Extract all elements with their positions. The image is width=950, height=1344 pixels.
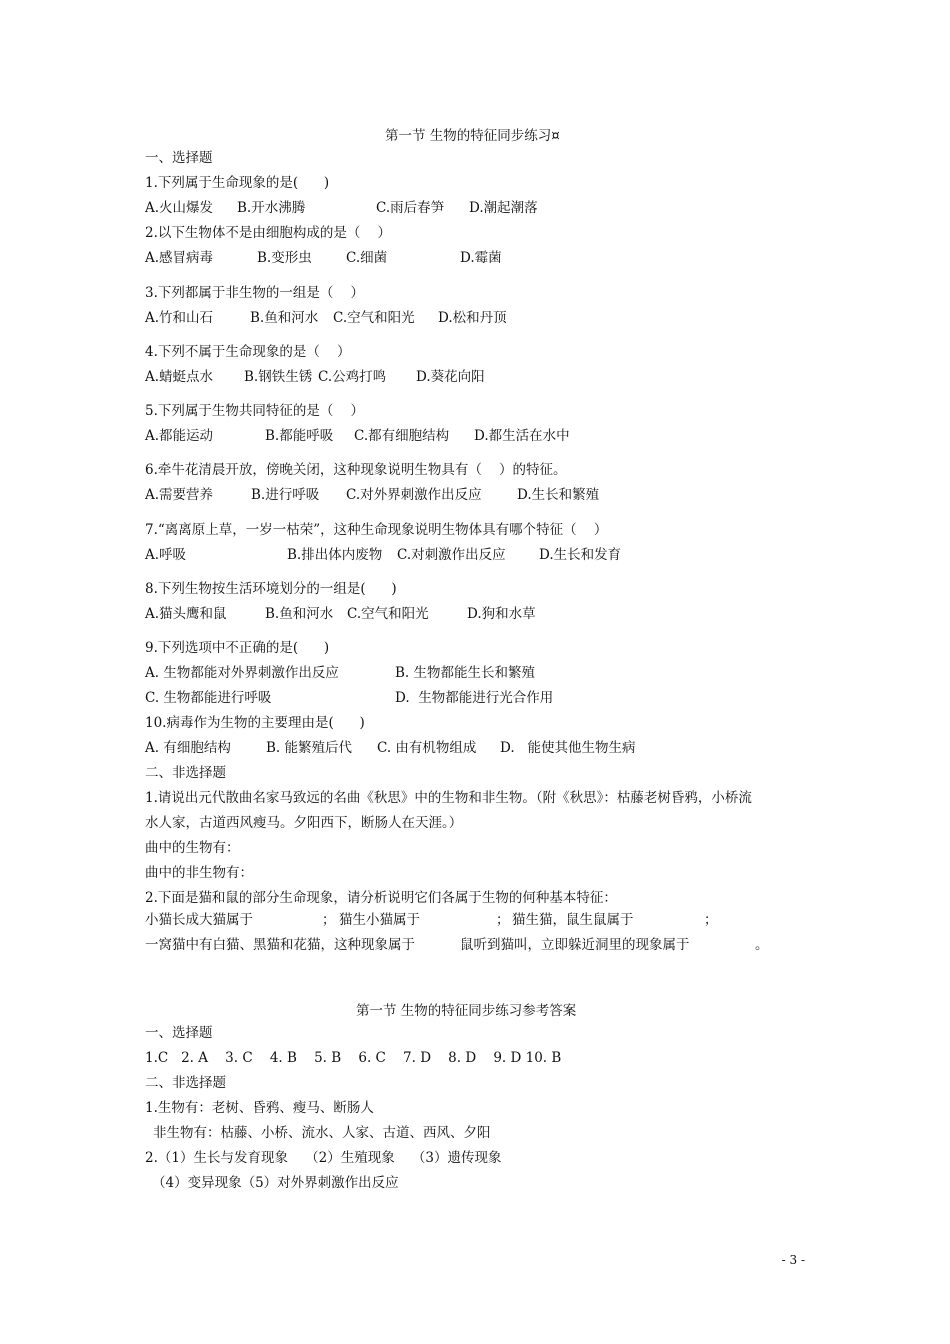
q9-option-a: A. 生物都能对外界刺激作出反应 xyxy=(145,665,339,681)
problem-1-line-1: 1.请说出元代散曲名家马致远的名曲《秋思》中的生物和非生物。（附《秋思》：枯藤老树昏鸦，小桥流 xyxy=(145,790,752,806)
q5-option-a: A.都能运动 xyxy=(145,428,214,444)
q7-option-c: C.对刺激作出反应 xyxy=(397,547,506,563)
question-8: 8.下列生物按生活环境划分的一组是( ) xyxy=(145,581,397,597)
q6-option-b: B.进行呼吸 xyxy=(251,487,320,503)
q1-option-b: B.开水沸腾 xyxy=(237,200,306,216)
question-3: 3.下列都属于非生物的一组是（ ） xyxy=(145,285,365,301)
question-10: 10.病毒作为生物的主要理由是( ) xyxy=(145,715,365,731)
section-heading-choice: 一、选择题 xyxy=(145,150,213,166)
q1-option-d: D.潮起潮落 xyxy=(469,200,538,216)
q4-option-d: D.葵花向阳 xyxy=(416,369,485,385)
question-4: 4.下列不属于生命现象的是（ ） xyxy=(145,344,351,360)
q10-option-c: C. 由有机物组成 xyxy=(377,740,477,756)
q4-option-a: A.蜻蜓点水 xyxy=(145,369,214,385)
answer-2-line-1: 2.（1）生长与发育现象 （2）生殖现象 （3）遗传现象 xyxy=(145,1150,502,1166)
question-2: 2.以下生物体不是由细胞构成的是（ ） xyxy=(145,225,392,241)
q2-option-c: C.细菌 xyxy=(346,250,388,266)
q8-option-a: A.猫头鹰和鼠 xyxy=(145,606,227,622)
problem-2-blank-a-end: ； xyxy=(322,912,336,928)
section-heading-nonchoice: 二、非选择题 xyxy=(145,765,226,781)
page-title: 第一节 生物的特征同步练习¤ xyxy=(385,128,560,144)
answers-section-nonchoice: 二、非选择题 xyxy=(145,1075,226,1091)
problem-1-nonliving-prompt: 曲中的非生物有： xyxy=(145,865,253,881)
question-5: 5.下列属于生物共同特征的是（ ） xyxy=(145,403,365,419)
problem-1-line-2: 水人家，古道西风瘦马。夕阳西下，断肠人在天涯。） xyxy=(145,815,463,831)
q5-option-c: C.都有细胞结构 xyxy=(354,428,450,444)
problem-2-blank-e-end: 。 xyxy=(755,937,769,953)
problem-2-blank-e-label: 鼠听到猫叫，立即躲近洞里的现象属于 xyxy=(460,937,690,953)
answers-title: 第一节 生物的特征同步练习参考答案 xyxy=(356,1003,577,1019)
q6-option-a: A.需要营养 xyxy=(145,487,214,503)
answer-1-nonliving: 非生物有：枯藤、小桥、流水、人家、古道、西风、夕阳 xyxy=(153,1125,491,1141)
q4-option-b: B.钢铁生锈 xyxy=(244,369,313,385)
q8-option-c: C.空气和阳光 xyxy=(347,606,429,622)
q2-option-d: D.霉菌 xyxy=(460,250,502,266)
q9-option-c: C. 生物都能进行呼吸 xyxy=(145,690,272,706)
q10-option-d: D. 能使其他生物生病 xyxy=(500,740,636,756)
q3-option-a: A.竹和山石 xyxy=(145,310,214,326)
q9-option-d: D. 生物都能进行光合作用 xyxy=(395,690,554,706)
question-1: 1.下列属于生命现象的是( ) xyxy=(145,175,330,191)
q6-option-d: D.生长和繁殖 xyxy=(517,487,600,503)
q9-option-b: B. 生物都能生长和繁殖 xyxy=(395,665,536,681)
problem-1-living-prompt: 曲中的生物有： xyxy=(145,840,240,856)
q3-option-b: B.鱼和河水 xyxy=(250,310,319,326)
q2-option-b: B.变形虫 xyxy=(257,250,312,266)
q8-option-d: D.狗和水草 xyxy=(467,606,536,622)
q7-option-a: A.呼吸 xyxy=(145,547,187,563)
q4-option-c: C.公鸡打鸣 xyxy=(318,369,387,385)
q5-option-d: D.都生活在水中 xyxy=(474,428,570,444)
answer-1-living: 1.生物有：老树、昏鸦、瘦马、断肠人 xyxy=(145,1100,374,1116)
q6-option-c: C.对外界刺激作出反应 xyxy=(346,487,482,503)
q5-option-b: B.都能呼吸 xyxy=(265,428,334,444)
problem-2-blank-c-label: 猫生猫，鼠生鼠属于 xyxy=(512,912,634,928)
q8-option-b: B.鱼和河水 xyxy=(265,606,334,622)
problem-2-blank-d-label: 一窝猫中有白猫、黑猫和花猫，这种现象属于 xyxy=(145,937,415,953)
q7-option-d: D.生长和发育 xyxy=(539,547,622,563)
q10-option-b: B. 能繁殖后代 xyxy=(266,740,353,756)
answer-2-line-2: （4）变异现象（5）对外界刺激作出反应 xyxy=(152,1175,399,1191)
problem-2-blank-b-label: 猫生小猫属于 xyxy=(339,912,420,928)
q7-option-b: B.排出体内废物 xyxy=(287,547,383,563)
q3-option-d: D.松和丹顶 xyxy=(438,310,507,326)
q1-option-c: C.雨后春笋 xyxy=(376,200,445,216)
problem-2-line-1: 2.下面是猫和鼠的部分生命现象，请分析说明它们各属于生物的何种基本特征： xyxy=(145,890,617,906)
q2-option-a: A.感冒病毒 xyxy=(145,250,214,266)
problem-2-blank-b-end: ； xyxy=(496,912,510,928)
answers-choice-list: 1.C 2. A 3. C 4. B 5. B 6. C 7. D 8. D 9. D 10. B xyxy=(145,1050,562,1066)
question-7: 7.“离离原上草，一岁一枯荣”，这种生命现象说明生物体具有哪个特征（ ） xyxy=(145,522,608,538)
page-number: - 3 - xyxy=(781,1253,805,1267)
question-9: 9.下列选项中不正确的是( ) xyxy=(145,640,330,656)
answers-section-choice: 一、选择题 xyxy=(145,1025,213,1041)
q3-option-c: C.空气和阳光 xyxy=(333,310,415,326)
problem-2-blank-a-label: 小猫长成大猫属于 xyxy=(145,912,253,928)
question-6: 6.牵牛花清晨开放，傍晚关闭，这种现象说明生物具有（ ）的特征。 xyxy=(145,462,567,478)
problem-2-blank-c-end: ； xyxy=(704,912,718,928)
q1-option-a: A.火山爆发 xyxy=(145,200,214,216)
q10-option-a: A. 有细胞结构 xyxy=(145,740,231,756)
